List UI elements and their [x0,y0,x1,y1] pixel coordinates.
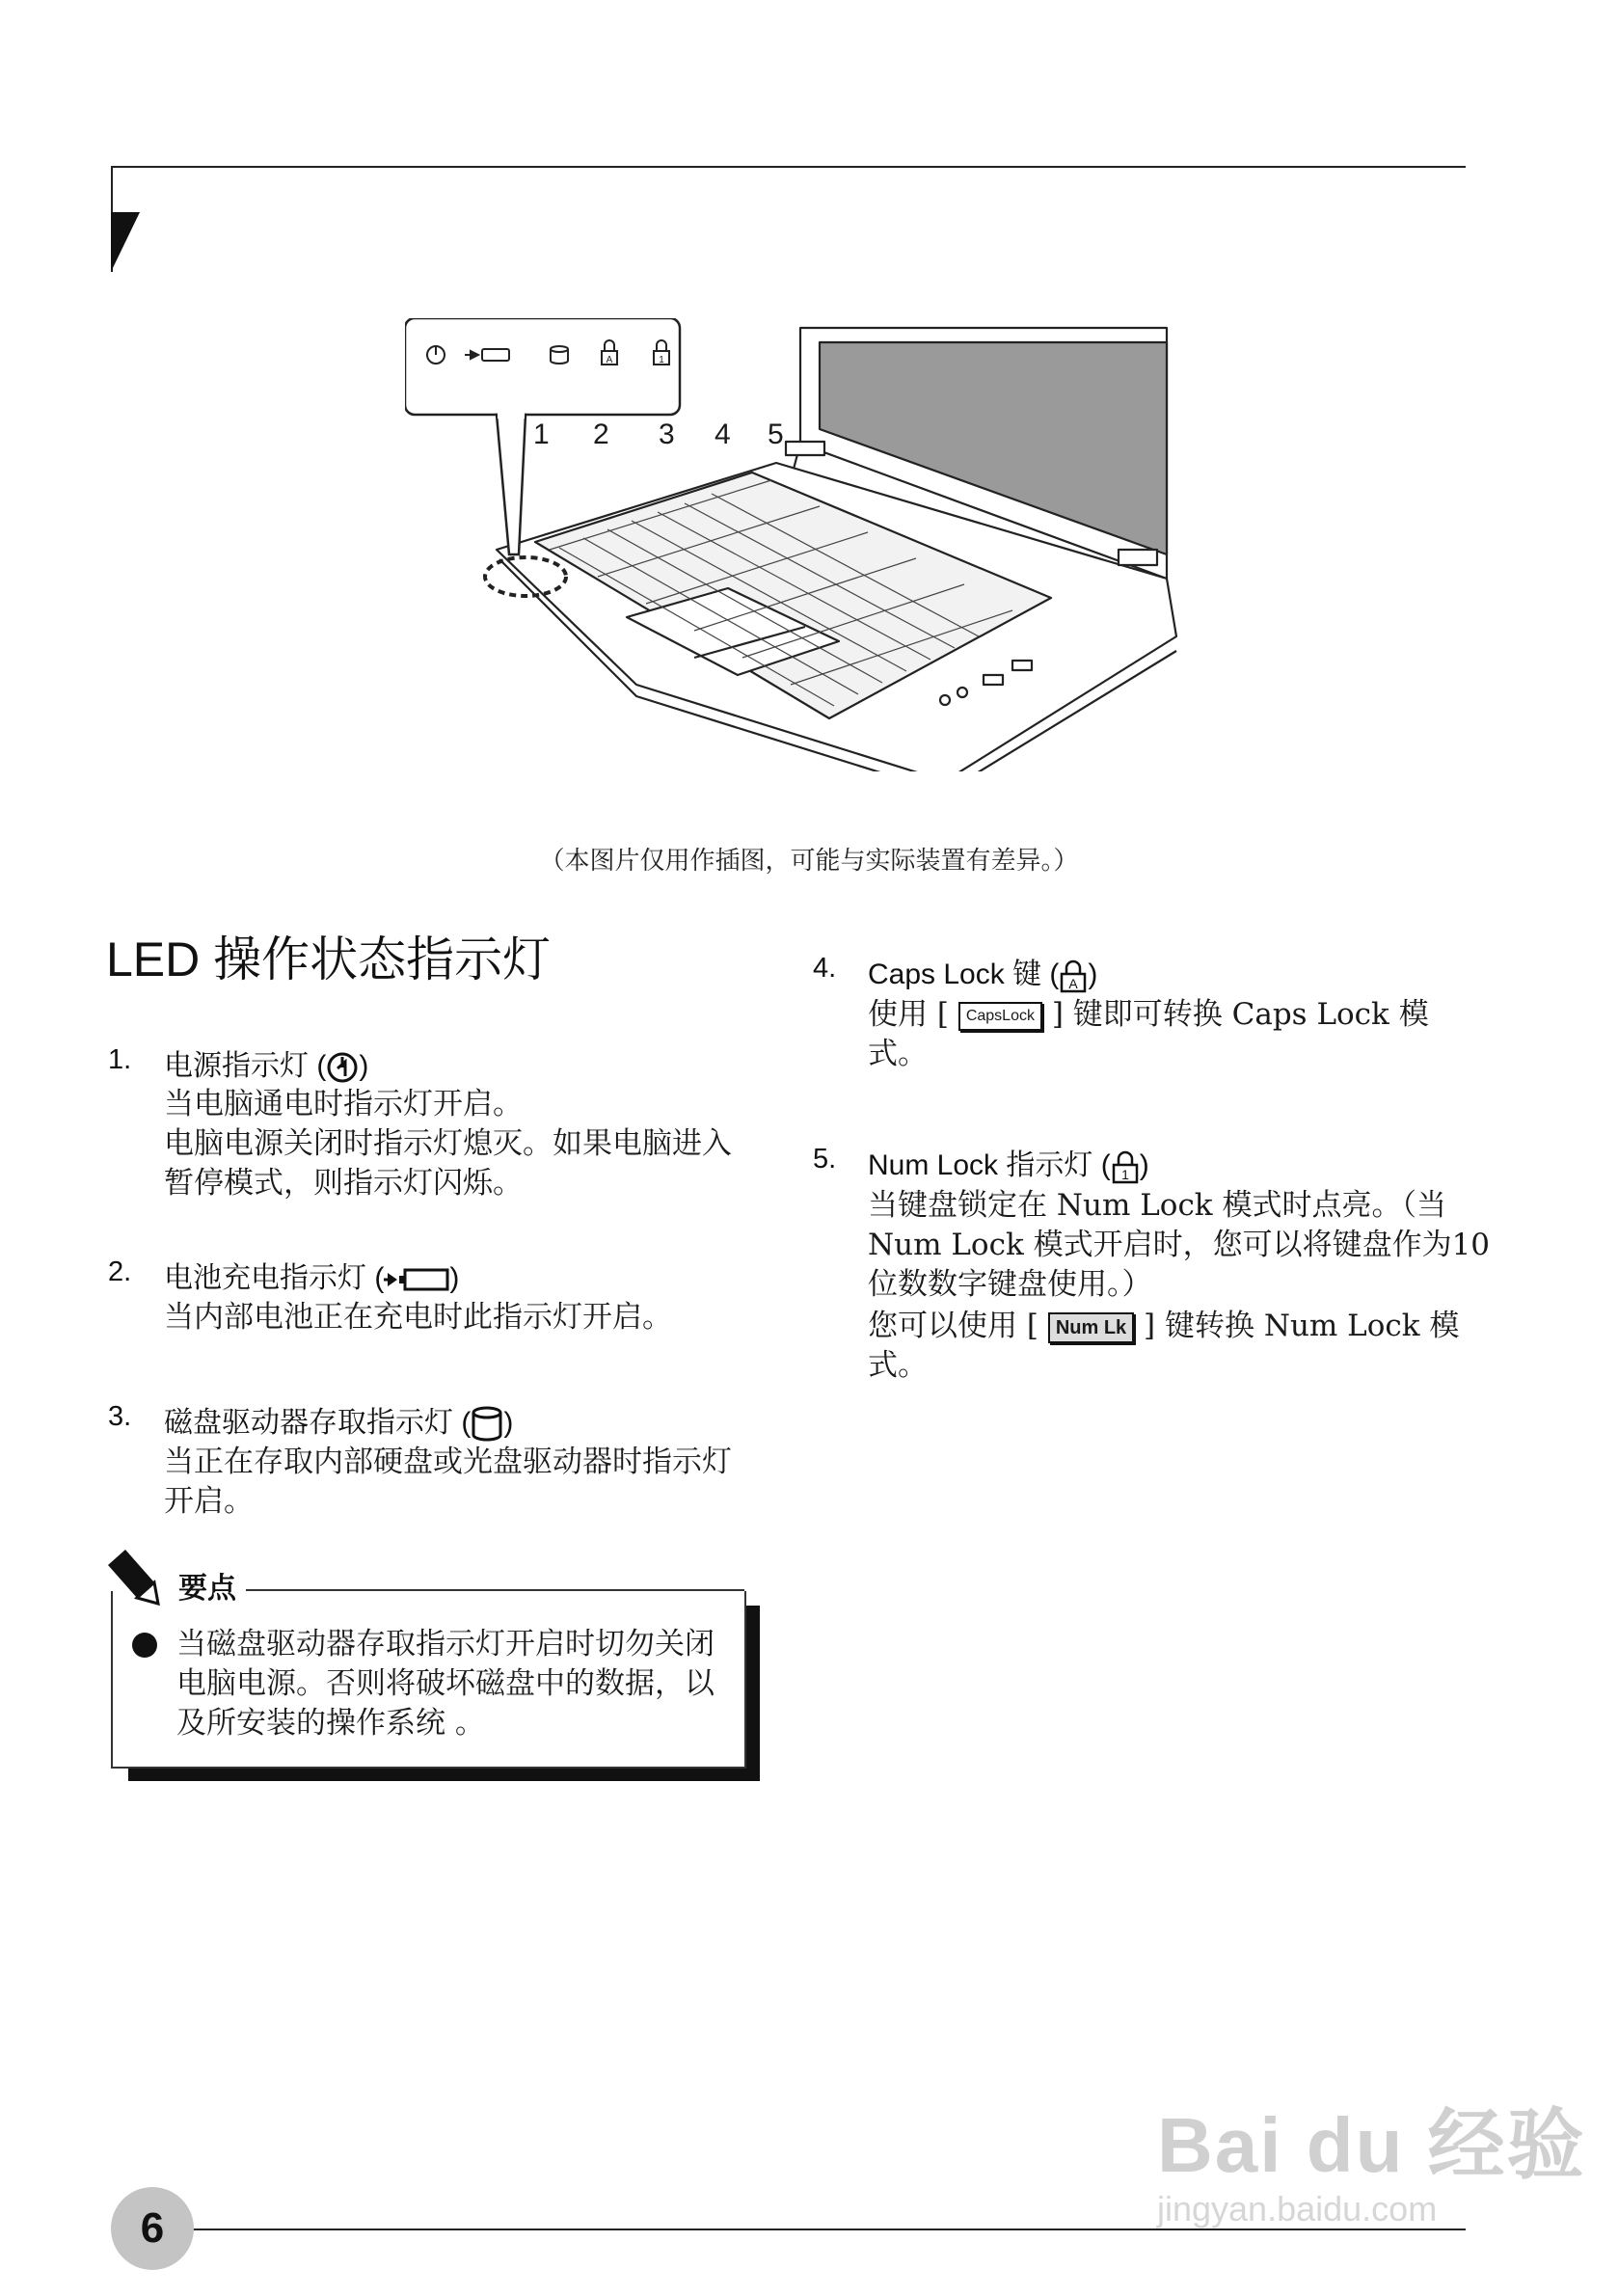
watermark-url: jingyan.baidu.com [1157,2189,1438,2228]
item-1-close-paren: ) [359,1050,369,1082]
note-body [176,1625,715,1743]
item-5-line-pre: 您可以使用 [ [868,1309,1038,1343]
item-2-title [164,1254,459,1296]
indicator-number-3: 3 [659,419,675,450]
item-5-close-paren: ) [1139,1149,1149,1181]
item-4-line-post: ] 键即可转换 Caps Lock 模 [1051,997,1429,1032]
caps-lock-icon [1059,959,1088,993]
item-3-body [164,1443,732,1522]
item-1-line: 暂停模式，则指示灯闪烁。 [164,1166,523,1201]
indicator-number-5: 5 [768,419,784,450]
indicator-number-1: 1 [533,419,550,450]
item-4-body [868,995,1429,1074]
item-5-title [868,1141,1149,1184]
header-rule [111,166,1466,168]
svg-text:1: 1 [1120,1167,1129,1183]
item-4-close-paren: ) [1088,959,1098,990]
item-4-number: 4. [813,953,837,984]
item-5-line-post: ] 键转换 Num Lock 模 [1144,1309,1460,1343]
item-5-line: Num Lock 模式开启时，您可以将键盘作为10 [868,1228,1491,1262]
power-icon [326,1051,359,1084]
note-bullet-icon [132,1633,157,1658]
page-number: 6 [140,2204,165,2252]
item-5-line [868,1307,1490,1346]
item-3-line: 当正在存取内部硬盘或光盘驱动器时指示灯 [164,1445,732,1479]
disk-icon [471,1405,503,1444]
item-4-title [868,950,1097,993]
num-lock-icon [1111,1149,1140,1184]
item-1-line: 电脑电源关闭时指示灯熄灭。如果电脑进入 [164,1126,732,1161]
item-4-line-pre: 使用 [ [868,997,949,1032]
item-4-title-text: Caps Lock 键 ( [868,959,1060,990]
battery-charge-icon [384,1266,449,1293]
section-title: LED 操作状态指示灯 [106,932,552,986]
item-3-title-text: 磁盘驱动器存取指示灯 ( [164,1407,472,1439]
item-3-number: 3. [108,1401,132,1432]
note-line: 及所安装的操作系统 。 [176,1706,485,1741]
svg-text:A: A [1068,976,1079,992]
item-3-line: 开启。 [164,1484,254,1519]
item-5-line: 式。 [868,1348,928,1383]
note-line: 当磁盘驱动器存取指示灯开启时切勿关闭 [176,1627,715,1661]
item-5-line: 位数数字键盘使用。） [868,1267,1152,1302]
item-4-line: 式。 [868,1037,928,1071]
indicator-number-2: 2 [593,419,609,450]
item-2-close-paren: ) [449,1262,460,1294]
note-line: 电脑电源。否则将破坏磁盘中的数据，以 [176,1666,715,1701]
svg-text:1: 1 [659,355,664,365]
item-3-close-paren: ) [503,1407,514,1439]
watermark-logo: Bai du 经验 [1157,2102,1586,2188]
figure-caption: （本图片仅用作插图，可能与实际装置有差异。） [539,847,1079,876]
item-5-line: 当键盘锁定在 Num Lock 模式时点亮。（当 [868,1188,1446,1223]
item-1-body [164,1085,732,1203]
svg-text:A: A [606,355,613,365]
item-2-line: 当内部电池正在充电时此指示灯开启。 [164,1300,672,1335]
item-5-body [868,1186,1490,1386]
header-wedge [111,212,140,272]
laptop-illustration [405,318,1205,771]
item-2-body [164,1298,672,1337]
item-5-number: 5. [813,1144,837,1175]
item-5-title-text: Num Lock 指示灯 ( [868,1149,1111,1181]
item-2-number: 2. [108,1256,132,1287]
item-1-title-text: 电源指示灯 ( [164,1050,327,1082]
item-1-line: 当电脑通电时指示灯开启。 [164,1087,523,1121]
item-4-line [868,995,1429,1035]
note-heading: 要点 [178,1564,242,1607]
item-3-title [164,1398,513,1444]
item-1-number: 1. [108,1044,132,1075]
indicator-number-4: 4 [715,419,731,450]
item-2-title-text: 电池充电指示灯 ( [164,1262,385,1294]
note-header-rule [246,1589,744,1591]
num-lock-key: Num Lk [1048,1312,1134,1343]
pencil-icon [104,1548,162,1609]
caps-lock-key: CapsLock [958,1002,1042,1031]
item-1-title [164,1041,368,1084]
